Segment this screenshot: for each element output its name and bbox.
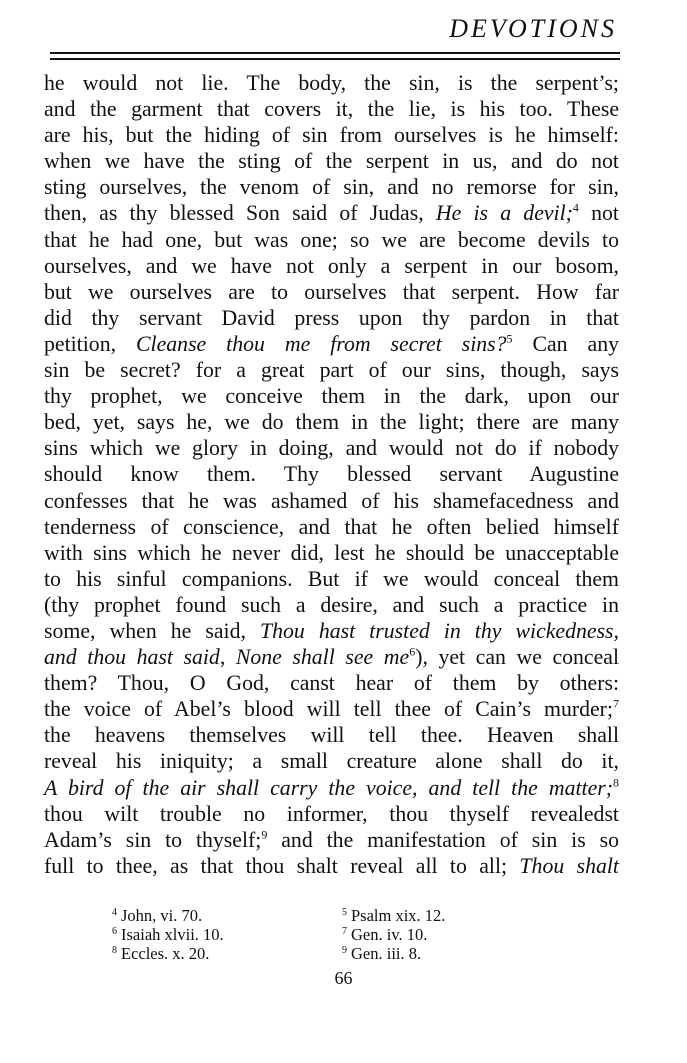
text-line: he would not lie. The body, the sin, is the serpent’s; [44,71,619,95]
footnote-ref: 8 [613,775,619,790]
header-rule-bottom [50,58,620,60]
text-line: sins which we glory in doing, and would not do if nobody [44,436,619,461]
text-line: to his sinful companions. But if we would conceal them [44,566,619,591]
footnote [342,906,572,925]
footnote [342,944,572,963]
text-line [44,775,619,801]
footnote [112,906,342,925]
text-line: bed, yet, says he, we do them in the light; there are many [44,410,619,435]
footnote-number: 9 [342,944,347,956]
footnote-row [112,944,572,963]
header-rule-top [50,52,620,54]
text-line: that he had one, but was one; so we are become devils to [44,227,619,252]
text-line: thy prophet, we conceive them in the dark, upon our [44,384,619,409]
body-text [44,70,619,879]
text-line: tenderness of conscience, and that he often belied himself [44,514,619,539]
footnote-text: Isaiah xlvii. 10. [121,925,224,944]
text-line: sting ourselves, the venom of sin, and no remorse for sin, [44,175,619,200]
text-line: ourselves, and we have not only a serpent in our bosom, [44,253,619,278]
footnote-number: 7 [342,925,347,937]
footnote-ref: 7 [613,696,619,711]
footnote [112,925,342,944]
text-line: the heavens themselves will tell thee. Heaven shall [44,723,619,748]
footnote-text: Psalm xix. 12. [351,906,446,925]
page-number: 66 [334,968,353,988]
footnote-text: John, vi. 70. [121,906,203,925]
footnote-number: 5 [342,906,347,918]
italic-quote: Thou hast trusted in thy wickedness, [259,618,619,643]
footnote-number: 4 [112,906,117,918]
text-line: the voice of Abel’s blood will tell thee of Cain’s murder;$^7$ [44,696,619,722]
footnote-ref: 6 [409,644,416,659]
text-line: when we have the sting of the serpent in us, and do not [44,149,619,174]
text-line: but we ourselves are to ourselves that serpent. How far [44,279,619,304]
italic-quote: Thou shalt [519,853,619,878]
text-line: did thy servant David press upon thy pardon in that [44,305,619,330]
text-line: petition, Cleanse thou me from secret sins?$^5$ Can any [44,331,620,356]
text-line: full to thee, as that thou shalt reveal all to all; Thou shalt [44,853,619,878]
footnote-row [112,906,572,925]
footnote [342,925,572,944]
italic-quote: A bird of the air shall carry the voice, and tell the matter; [44,775,613,800]
text-line: and thou hast said, None shall see $me^6$), yet can we conceal [44,644,620,670]
footnote-text: Eccles. x. 20. [121,944,210,963]
text-line: then, as thy blessed Son said of Judas, He is a devil;$^4$ not [44,201,619,226]
footnote-ref: 5 [506,331,513,346]
footnote-number: 8 [112,944,117,956]
footnote-number: 6 [112,925,117,937]
italic-quote: He is a devil; [435,201,573,226]
text-line: with sins which he never did, lest he should be unacceptable [44,540,619,565]
footnote-ref: 9 [261,827,268,842]
footnote-row [112,925,572,944]
text-line: should know them. Thy blessed servant Augustine [44,462,619,487]
italic-quote: and thou hast said, None shall see me [44,645,410,670]
italic-quote: Cleanse thou me from secret sins? [136,331,507,356]
text-line: Adam’s sin to thyself;$^9$ and the manifestation of sin is so [44,827,619,852]
text-line: and the garment that covers it, the lie, is his too. These [44,97,619,122]
text-line: confesses that he was ashamed of his shamefacedness and [44,488,619,513]
text-line: sin be secret? for a great part of our sins, though, says [44,358,619,383]
text-line: (thy prophet found such a desire, and such a practice in [44,592,619,617]
text-line: thou wilt trouble no informer, thou thyself revealedst [44,801,619,826]
text-line: are his, but the hiding of sin from ourselves is he himself: [44,123,619,148]
running-header: DEVOTIONS [449,14,617,43]
text-line: reveal his iniquity; a small creature alone shall do it, [44,749,619,774]
footnote-text: Gen. iii. 8. [351,944,422,963]
footnotes [112,906,572,963]
footnote [112,944,342,963]
footnote-text: Gen. iv. 10. [351,925,428,944]
text-line: some, when he said, Thou hast trusted in thy wickedness, [44,618,619,643]
text-line: them? Thou, O God, canst hear of them by others: [44,671,619,696]
footnote-ref: 4 [572,201,579,216]
